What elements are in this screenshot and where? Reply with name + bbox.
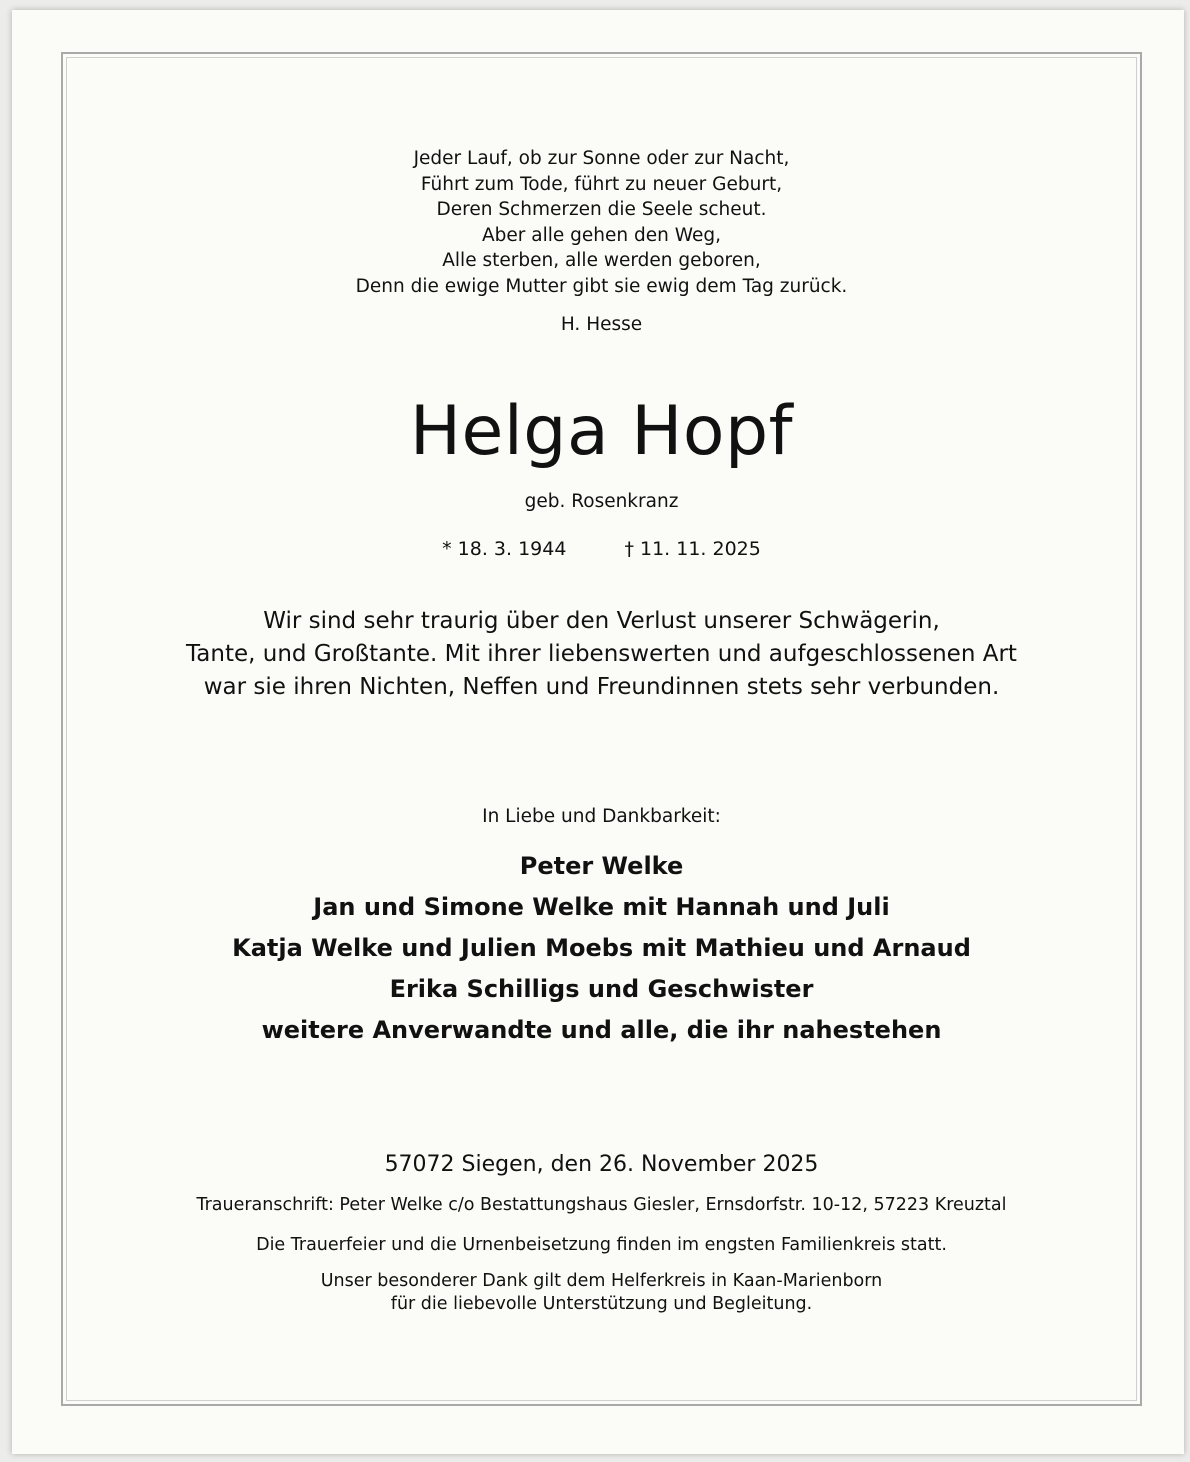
mourner-line: Peter Welke [519,852,684,880]
mourners-list [61,846,1142,1051]
ceremony-note: Die Trauerfeier und die Urnenbeisetzung finden im engsten Familienkreis statt. [256,1235,947,1255]
mourner-line: Jan und Simone Welke mit Hannah und Juli [313,893,890,921]
message-line: war sie ihren Nichten, Neffen und Freundinnen stets sehr verbunden. [203,674,1000,700]
poem [61,146,1142,300]
message-line: Tante, und Großtante. Mit ihrer liebenswerten und aufgeschlossenen Art [186,641,1017,667]
condolence-message [61,605,1142,704]
mourner-line: Katja Welke und Julien Moebs mit Mathieu und Arnaud [232,934,971,962]
gratitude-note [61,1270,1142,1316]
mourner-line: Erika Schilligs und Geschwister [389,975,814,1003]
poem-author: H. Hesse [560,314,643,335]
maiden-name: geb. Rosenkranz [524,491,679,512]
gratitude-line: Unser besonderer Dank gilt dem Helferkreis in Kaan-Marienborn [320,1271,883,1291]
mourner-line: weitere Anverwandte und alle, die ihr nahestehen [261,1016,942,1044]
mourners-intro: In Liebe und Dankbarkeit: [482,806,721,827]
message-line: Wir sind sehr traurig über den Verlust unserer Schwägerin, [263,608,940,634]
poem-line: Aber alle gehen den Weg, [482,224,721,246]
place-date: 57072 Siegen, den 26. November 2025 [384,1152,819,1177]
death-date: † 11. 11. 2025 [624,538,761,560]
life-dates [61,536,1142,562]
gratitude-line: für die liebevolle Unterstützung und Begleitung. [390,1294,813,1314]
poem-line: Alle sterben, alle werden geboren, [442,250,761,272]
poem-line: Führt zum Tode, führt zu neuer Geburt, [420,173,783,195]
poem-line: Denn die ewige Mutter gibt sie ewig dem Tag zurück. [355,275,848,297]
mourning-address: Traueranschrift: Peter Welke c/o Bestattungshaus Giesler, Ernsdorfstr. 10-12, 57223 Kreuztal [196,1195,1007,1215]
poem-line: Deren Schmerzen die Seele scheut. [436,199,767,221]
poem-line: Jeder Lauf, ob zur Sonne oder zur Nacht, [413,148,790,169]
birth-date: * 18. 3. 1944 [442,538,567,560]
deceased-name: Helga Hopf [409,392,794,471]
